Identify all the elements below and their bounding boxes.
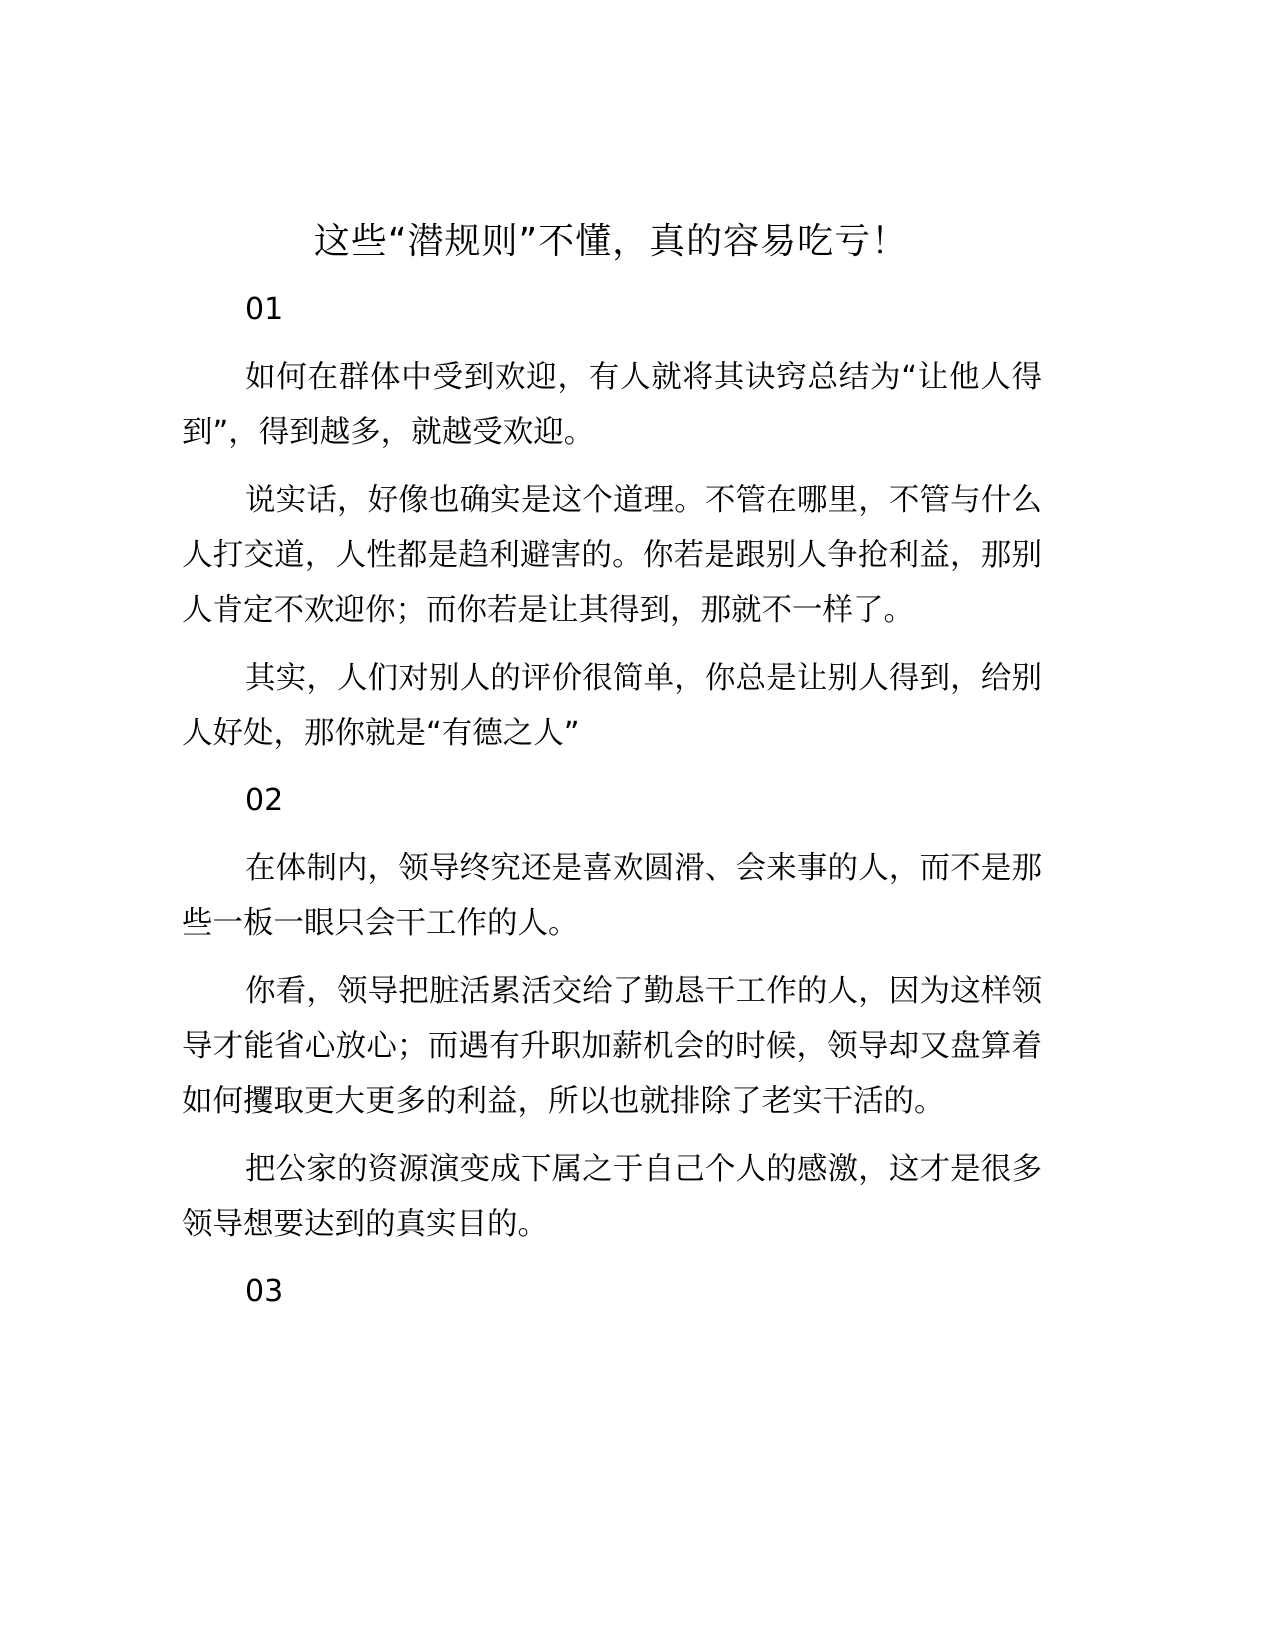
section-number-01: 01 [245,292,284,327]
section-number-03: 03 [245,1274,284,1309]
paragraph: 把公家的资源演变成下属之于自己个人的感激，这才是很多领导想要达到的真实目的。 [182,1152,1042,1242]
paragraph: 其实，人们对别人的评价很简单，你总是让别人得到，给别人好处，那你就是“有德之人” [182,661,1042,751]
paragraph: 如何在群体中受到欢迎，有人就将其诀窍总结为“让他人得到”，得到越多，就越受欢迎。 [182,360,1042,450]
paragraph: 说实话，好像也确实是这个道理。不管在哪里，不管与什么人打交道，人性都是趋利避害的。你若是跟别人争抢利益，那别人肯定不欢迎你；而你若是让其得到，那就不一样了。 [182,483,1042,628]
paragraph: 你看，领导把脏活累活交给了勤恳干工作的人，因为这样领导才能省心放心；而遇有升职加薪机会的时候，领导却又盘算着如何攫取更大更多的利益，所以也就排除了老实干活的。 [182,974,1042,1119]
section-number-02: 02 [245,783,284,818]
document-title: 这些“潜规则”不懂，真的容易吃亏！ [313,221,909,262]
paragraph: 在体制内，领导终究还是喜欢圆滑、会来事的人，而不是那些一板一眼只会干工作的人。 [182,851,1042,941]
